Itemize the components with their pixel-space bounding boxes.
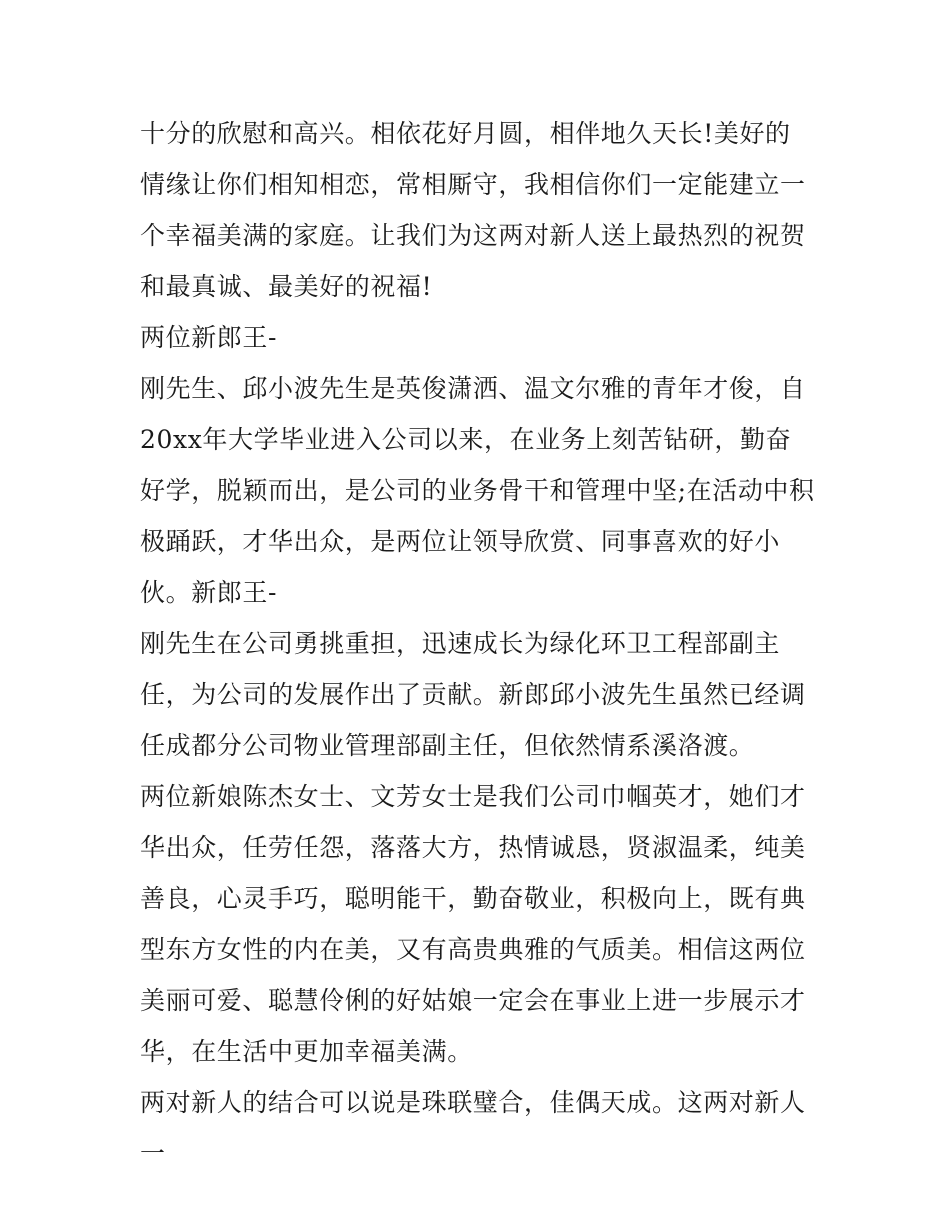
paragraph-grooms-career: 刚先生在公司勇挑重担，迅速成长为绿化环卫工程部副主任，为公司的发展作出了贡献。新郎邱小波先生虽然已经调任成都分公司物业管理部副主任，但依然情系溪洛渡。 (140, 629, 806, 760)
paragraph-union: 两对新人的结合可以说是珠联璧合，佳偶天成。这两对新人一 (140, 1088, 806, 1168)
document-body (140, 108, 815, 1179)
paragraph-grooms-intro: 刚先生、邱小波先生是英俊潇洒、温文尔雅的青年才俊，自20xx年大学毕业进入公司以来，在业务上刻苦钻研，勤奋好学，脱颖而出，是公司的业务骨干和管理中坚;在活动中积极踊跃，才华出众，是两位让领导欣赏、同事喜欢的好小伙。新郎王- (140, 374, 815, 607)
paragraph-brides: 两位新娘陈杰女士、文芳女士是我们公司巾帼英才，她们才华出众，任劳任怨，落落大方，热情诚恳，贤淑温柔，纯美善良，心灵手巧，聪明能干，勤奋敬业，积极向上，既有典型东方女性的内在美，又有高贵典雅的气质美。相信这两位美丽可爱、聪慧伶俐的好姑娘一定会在事业上进一步展示才华，在生活中更加幸福美满。 (140, 782, 806, 1066)
paragraph-grooms-heading: 两位新郎王- (140, 323, 278, 352)
paragraph-blessing: 十分的欣慰和高兴。相依花好月圆，相伴地久天长!美好的情缘让你们相知相恋，常相厮守，我相信你们一定能建立一个幸福美满的家庭。让我们为这两对新人送上最热烈的祝贺和最真诚、最美好的祝福! (140, 119, 806, 301)
